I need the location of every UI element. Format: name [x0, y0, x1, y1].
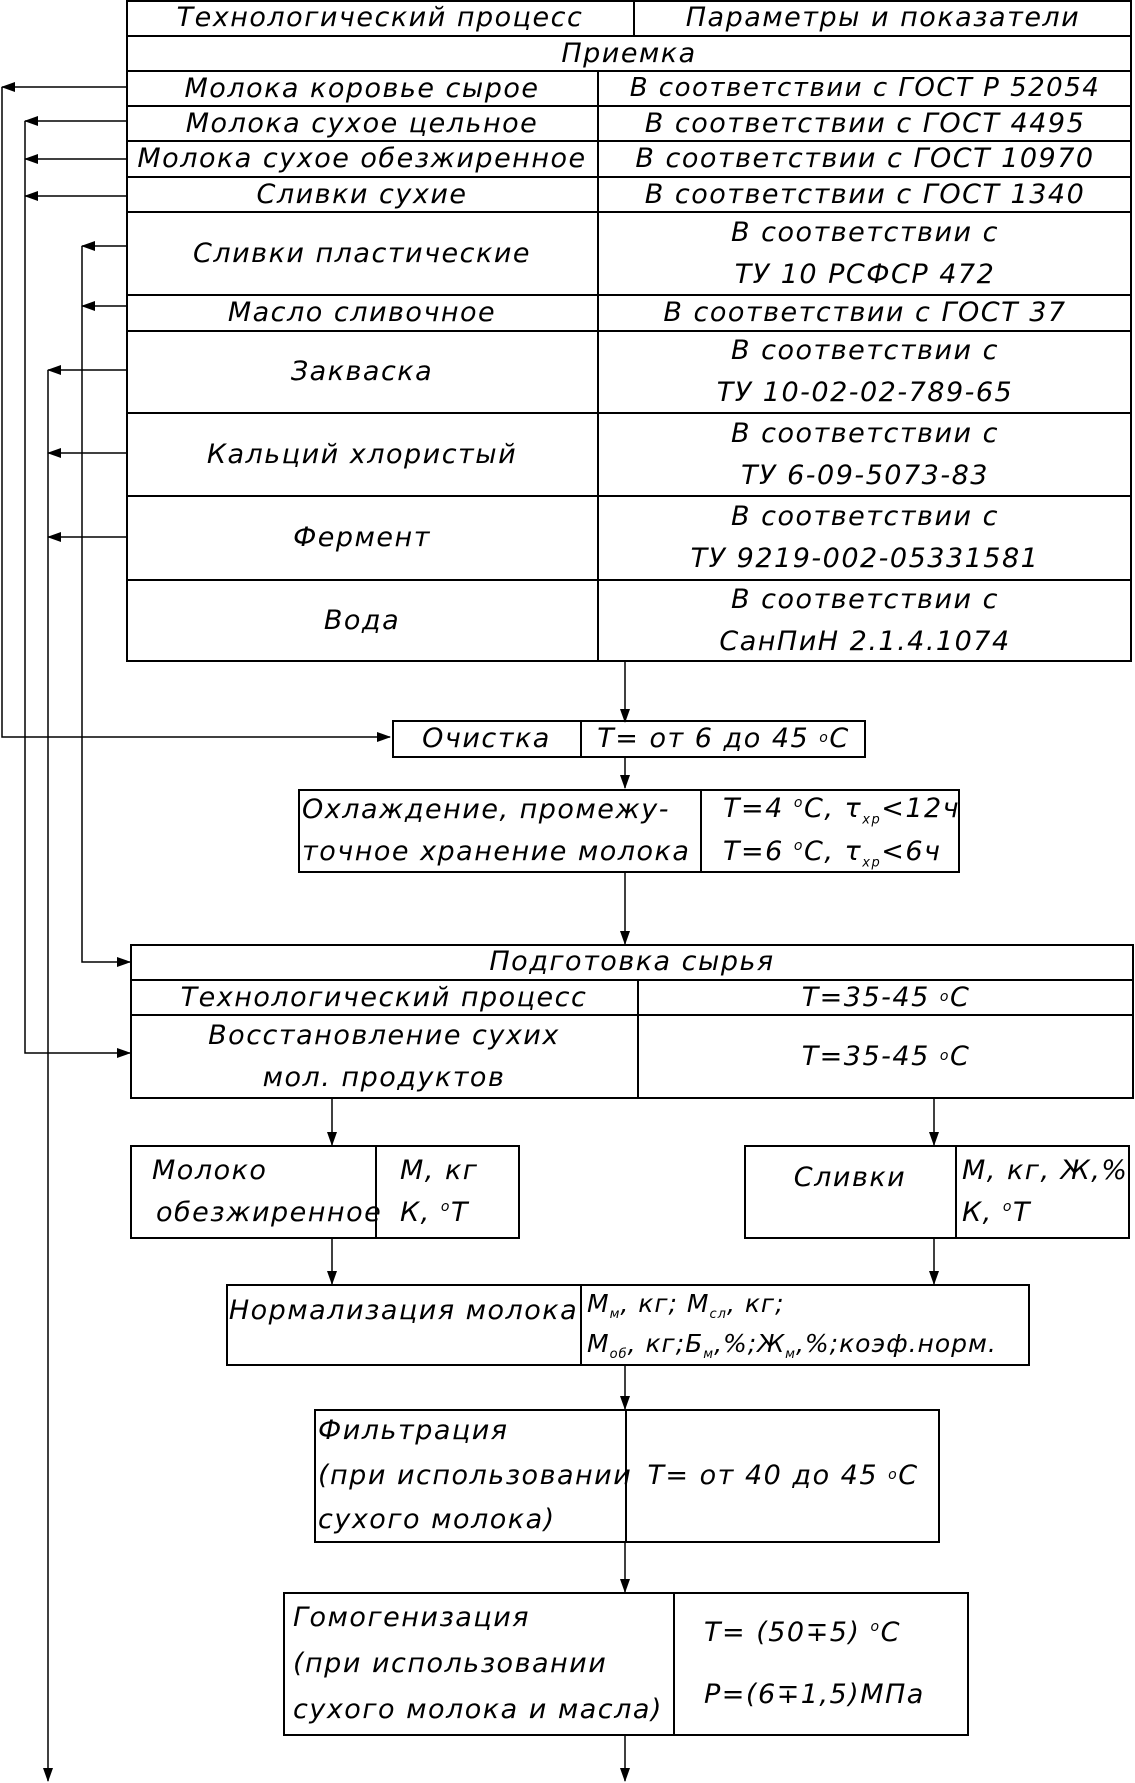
preparation-header-temp: Т=35-45 о С — [801, 981, 971, 1013]
material-butter: Масло сливочное — [227, 297, 497, 329]
cooling-label-line2: точное хранение молока — [302, 835, 691, 867]
preparation-title: Подготовка сырья — [489, 946, 775, 978]
homogenization-label: Гомогенизация (при использовании сухого молока и масла) — [293, 1602, 663, 1725]
table-header-params: Параметры и показатели — [685, 2, 1081, 34]
cleaning-label: Очистка — [422, 723, 551, 755]
skim-milk-params: М, кг К, $^о$Т — [400, 1155, 479, 1228]
material-enzyme: Фермент — [293, 522, 431, 554]
spec-dry-cream: В соответствии с ГОСТ 1340 — [644, 178, 1086, 210]
degree-sign: о — [819, 730, 830, 747]
cream-params: М, кг, Ж,% К, $^о$Т — [962, 1155, 1129, 1228]
filtration-temp: Т= от 40 до 45 о С — [647, 1460, 919, 1492]
filtration-label: Фильтрация (при использовании сухого молока) — [318, 1415, 633, 1536]
spec-plastic-cream-line2: ТУ 10 РСФСР 472 — [734, 258, 996, 290]
preparation-header-process: Технологический процесс — [180, 981, 588, 1013]
spec-enzyme-line1: В соответствии с — [731, 501, 999, 533]
normalization-params-line1: $М_м$, кг; $М_{сл}$, кг; — [587, 1288, 785, 1322]
table-header-process: Технологический процесс — [176, 2, 584, 34]
cream-label: Сливки — [793, 1162, 907, 1193]
homogenization-temp: Т= (50∓5) $^о$С — [704, 1616, 901, 1648]
material-dry-cream: Сливки сухие — [256, 178, 468, 210]
spec-starter-line2: ТУ 10-02-02-789-65 — [716, 377, 1014, 408]
normalization-params-line2: $М_{об}$, $кг;Б_м,\%;Ж_м,\%;коэф.норм$. — [587, 1329, 997, 1362]
spec-calcium-chloride-line2: ТУ 6-09-5073-83 — [741, 459, 989, 491]
spec-butter: В соответствии с ГОСТ 37 — [663, 297, 1067, 329]
material-dry-skim-milk: Молока сухое обезжиренное — [137, 143, 587, 175]
cleaning-temp: Т= от 6 до 45 — [597, 723, 810, 755]
restoration-temp: Т=35-45 о С — [801, 1041, 971, 1073]
spec-dry-skim-milk: В соответствии с ГОСТ 10970 — [635, 143, 1095, 175]
material-starter: Закваска — [290, 356, 434, 388]
spec-plastic-cream-line1: В соответствии с — [731, 216, 999, 248]
cleaning-unit: С — [829, 723, 850, 755]
spec-water-line2: СанПиН 2.1.4.1074 — [719, 626, 1011, 657]
spec-water-line1: В соответствии с — [731, 584, 999, 616]
material-calcium-chloride: Кальций хлористый — [206, 438, 518, 470]
homogenization-params — [674, 1592, 969, 1736]
homogenization-pressure: Р=(6∓1,5)МПа — [704, 1679, 925, 1710]
material-water: Вода — [323, 605, 401, 637]
spec-calcium-chloride-line1: В соответствии с — [731, 417, 999, 449]
restoration-label-line2: мол. продуктов — [262, 1062, 506, 1093]
cooling-label-line1: Охлаждение, промежу- — [302, 794, 670, 825]
spec-raw-milk: В соответствии с ГОСТ Р 52054 — [629, 73, 1101, 104]
cooling-param-2: Т=6 $^о$С, $\tau_{хр}<6ч$ — [723, 836, 942, 871]
restoration-label-line1: Восстановление сухих — [208, 1020, 560, 1052]
material-plastic-cream: Сливки пластические — [193, 237, 531, 269]
cooling-param-1: Т=4 $^о$С, $\tau_{хр}<12ч$ — [723, 793, 961, 828]
spec-enzyme-line2: ТУ 9219-002-05331581 — [690, 543, 1040, 574]
skim-milk-label: Молоко обезжиренное — [152, 1155, 383, 1228]
normalization-label: Нормализация молока — [228, 1295, 579, 1326]
spec-dry-whole-milk: В соответствии с ГОСТ 4495 — [644, 107, 1086, 139]
spec-starter-line1: В соответствии с — [731, 335, 999, 367]
material-raw-milk: Молока коровье сырое — [184, 72, 540, 104]
table-section-title: Приемка — [561, 37, 697, 69]
material-dry-whole-milk: Молока сухое цельное — [185, 107, 539, 139]
